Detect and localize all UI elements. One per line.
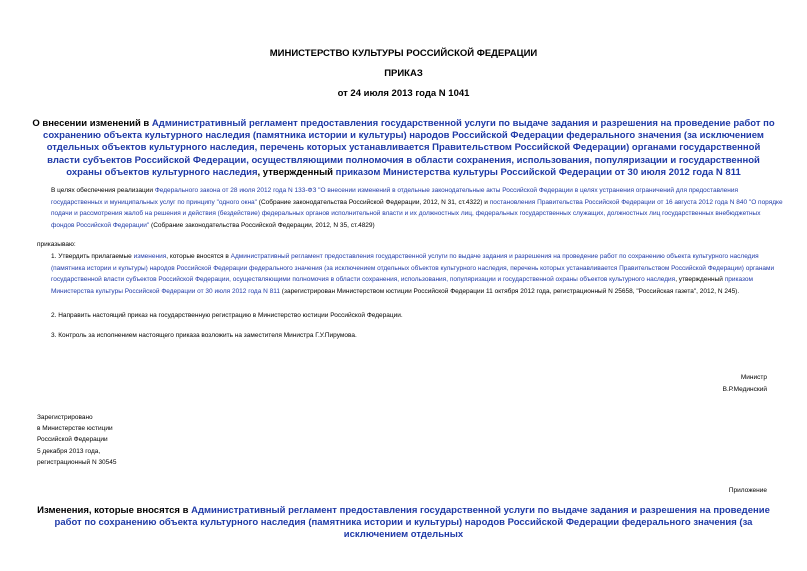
signature-block: [723, 372, 767, 395]
order-title: [30, 118, 777, 179]
registration-line-1: Зарегистрировано: [37, 414, 93, 421]
date-number-heading: от 24 июля 2013 года N 1041: [337, 88, 470, 99]
registration-line-3: Российской Федерации: [37, 436, 108, 444]
item1-text-1: 1. Утвердить прилагаемые: [51, 253, 134, 260]
appendix-regulation-link[interactable]: Административный регламент предоставления государственной услуги по выдаче задания и разрешения на проведение работ по сохранению объекта культурного наследия (памятника истории и культуры) народов Российской Федерации федерального значения (за исключением отдельных: [54, 505, 770, 541]
preamble-text-2: (Собрание законодательства Российской Федерации, 2012, N 31, ст.4322) и: [256, 198, 490, 206]
item1-text-2: , которые вносятся в: [166, 253, 231, 260]
order-word: приказываю:: [37, 241, 76, 248]
government-decree-link[interactable]: постановления Правительства Российской Федерации от 16 августа 2012 года N 840 "О порядке подачи и рассмотрения жалоб на решения и действия (бездействие) федеральных органов исполнительной власти и их должностных лиц, федеральных государственных служащих, должностных лиц государственных внебюджетных фондов Российской Федерации": [51, 198, 783, 229]
preamble-paragraph: [37, 185, 783, 231]
title-text-1: О внесении изменений в: [32, 118, 152, 129]
registration-line-4: 5 декабря 2013 года,: [37, 447, 101, 455]
title-text-2: , утвержденный: [257, 166, 336, 178]
item1-order-811-link[interactable]: приказом Министерства культуры Российской Федерации от 30 июля 2012 года N 811: [51, 276, 753, 295]
order-811-link[interactable]: приказом Министерства культуры Российской Федерации от 30 июля 2012 года N 811: [335, 166, 741, 178]
doc-type-heading: ПРИКАЗ: [384, 68, 423, 79]
item-2-paragraph: 2. Направить настоящий приказ на государственную регистрацию в Министерство юстиции Российской Федерации.: [51, 312, 403, 319]
appendix-title: [30, 505, 777, 542]
registration-block: [37, 412, 117, 468]
preamble-text-1: В целях обеспечения реализации: [51, 187, 155, 194]
signatory-position: Министр: [740, 374, 767, 381]
appendix-label: Приложение: [728, 487, 767, 494]
signatory-name: В.Р.Мединский: [722, 385, 767, 393]
item-3-paragraph: 3. Контроль за исполнением настоящего приказа возложить на заместителя Министра Г.У.Пирумова.: [51, 332, 357, 339]
preamble-text-3: (Собрание законодательства Российской Федерации, 2012, N 35, ст.4829): [149, 221, 375, 229]
regulation-link[interactable]: Административный регламент предоставления государственной услуги по выдаче задания и разрешения на проведение работ по сохранению объекта культурного наследия (памятника истории и культуры) народов Российской Федерации федерального значения (за исключением отдельных объектов культурного наследия, перечень которых устанавливается Правительством Российской Федерации) органами государственной власти субъектов Российской Федерации, осуществляющими полномочия в области сохранения, использования, популяризации и государственной охраны объектов культурного наследия: [43, 118, 775, 178]
item1-text-4: (зарегистрирован Министерством юстиции Российской Федерации 11 октября 2012 года, регистрационный N 25658, "Российская газета", 2012, N 245).: [280, 287, 740, 295]
appendix-title-text: Изменения, которые вносятся в: [37, 505, 192, 516]
federal-law-link[interactable]: Федерального закона от 28 июля 2012 года N 133-ФЗ "О внесении изменений в отдельные законодательные акты Российской Федерации в целях устранения ограничений для предоставления государственных и муниципальных услуг по принципу "одного окна": [51, 187, 739, 206]
item1-regulation-link[interactable]: Административный регламент предоставления государственной услуги по выдаче задания и разрешения на проведение работ по сохранению объекта культурного наследия (памятника истории и культуры) народов Российской Федерации федерального значения (за исключением отдельных объектов культурного наследия, перечень которых устанавливается Правительством Российской Федерации) органами государственной власти субъектов Российской Федерации, осуществляющими полномочия в области сохранения, использования, популяризации и государственной охраны объектов культурного наследия: [51, 253, 775, 284]
item-1-paragraph: [37, 251, 783, 297]
item1-text-3: , утвержденный: [675, 276, 725, 284]
registration-line-5: регистрационный N 30545: [37, 458, 117, 466]
registration-line-2: в Министерстве юстиции: [37, 425, 113, 433]
ministry-heading: МИНИСТЕРСТВО КУЛЬТУРЫ РОССИЙСКОЙ ФЕДЕРАЦИИ: [269, 48, 538, 59]
changes-link[interactable]: изменения: [133, 253, 167, 260]
